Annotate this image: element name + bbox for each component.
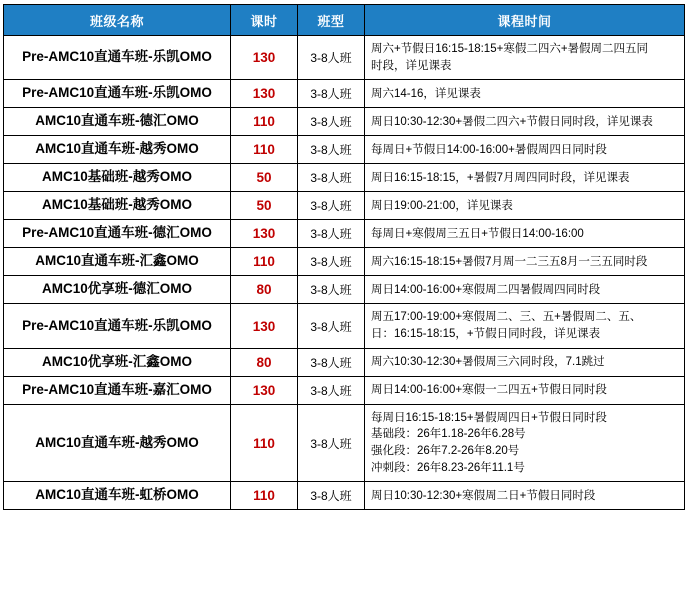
schedule-time-line: 周日10:30-12:30+暑假二四六+节假日同时段，详见课表	[371, 115, 653, 128]
cell-hours: 50	[231, 164, 298, 192]
table-row	[4, 164, 685, 192]
table-row	[4, 276, 685, 304]
cell-class-type: 3-8人班	[298, 404, 365, 482]
cell-class-type: 3-8人班	[298, 80, 365, 108]
cell-schedule-time	[365, 108, 685, 136]
cell-hours: 130	[231, 304, 298, 348]
table-row	[4, 482, 685, 510]
schedule-time-line: 时段，详见课表	[371, 59, 452, 72]
cell-hours: 110	[231, 482, 298, 510]
schedule-time-line: 强化段：26年7.2-26年8.20号	[371, 445, 520, 458]
cell-class-name: AMC10基础班-越秀OMO	[4, 164, 231, 192]
cell-class-type: 3-8人班	[298, 348, 365, 376]
schedule-time-line: 日：16:15-18:15，+节假日同时段，详见课表	[371, 328, 601, 341]
schedule-time-line: 周六16:15-18:15+暑假7月周一二三五8月一三五同时段	[371, 255, 648, 268]
schedule-time-line: 基础段：26年1.18-26年6.28号	[371, 428, 526, 441]
schedule-time-line: 周日19:00-21:00，详见课表	[371, 199, 513, 212]
schedule-time-line: 周日16:15-18:15，+暑假7月周四同时段，详见课表	[371, 171, 630, 184]
cell-hours: 110	[231, 248, 298, 276]
cell-schedule-time	[365, 404, 685, 482]
cell-class-name: AMC10直通车班-汇鑫OMO	[4, 248, 231, 276]
cell-schedule-time	[365, 192, 685, 220]
schedule-time-line: 周日10:30-12:30+寒假周二日+节假日同时段	[371, 489, 596, 502]
schedule-time-line: 每周日+寒假周三五日+节假日14:00-16:00	[371, 227, 584, 240]
schedule-time-line: 周五17:00-19:00+寒假周二、三、五+暑假周二、五、	[371, 311, 642, 324]
cell-class-name: AMC10直通车班-德汇OMO	[4, 108, 231, 136]
cell-class-name: Pre-AMC10直通车班-乐凯OMO	[4, 304, 231, 348]
cell-class-type: 3-8人班	[298, 108, 365, 136]
cell-class-name: Pre-AMC10直通车班-乐凯OMO	[4, 80, 231, 108]
cell-class-name: Pre-AMC10直通车班-嘉汇OMO	[4, 376, 231, 404]
cell-class-type: 3-8人班	[298, 376, 365, 404]
table-row	[4, 248, 685, 276]
cell-class-name: AMC10直通车班-越秀OMO	[4, 404, 231, 482]
table-row	[4, 348, 685, 376]
cell-class-type: 3-8人班	[298, 136, 365, 164]
cell-class-type: 3-8人班	[298, 482, 365, 510]
cell-class-name: AMC10基础班-越秀OMO	[4, 192, 231, 220]
table-row	[4, 404, 685, 482]
schedule-time-line: 周日14:00-16:00+寒假一二四五+节假日同时段	[371, 383, 607, 396]
table-body	[4, 36, 685, 510]
cell-hours: 130	[231, 220, 298, 248]
cell-hours: 50	[231, 192, 298, 220]
schedule-time-line: 每周日+节假日14:00-16:00+暑假周四日同时段	[371, 143, 607, 156]
class-schedule-table	[3, 4, 685, 510]
schedule-time-line: 周六10:30-12:30+暑假周三六同时段，7.1跳过	[371, 355, 605, 368]
cell-schedule-time	[365, 248, 685, 276]
schedule-time-line: 周日14:00-16:00+寒假周二四暑假周四同时段	[371, 283, 601, 296]
table-row	[4, 376, 685, 404]
cell-class-name: AMC10优享班-德汇OMO	[4, 276, 231, 304]
cell-hours: 110	[231, 404, 298, 482]
schedule-time-line: 周六14-16，详见课表	[371, 87, 481, 100]
schedule-time-line: 周六+节假日16:15-18:15+寒假二四六+暑假周二四五同	[371, 43, 649, 55]
cell-class-type: 3-8人班	[298, 304, 365, 348]
cell-schedule-time	[365, 220, 685, 248]
cell-schedule-time	[365, 482, 685, 510]
table-row	[4, 220, 685, 248]
cell-schedule-time	[365, 136, 685, 164]
cell-schedule-time	[365, 376, 685, 404]
cell-hours: 80	[231, 348, 298, 376]
cell-schedule-time	[365, 348, 685, 376]
cell-class-type: 3-8人班	[298, 164, 365, 192]
cell-class-type: 3-8人班	[298, 220, 365, 248]
cell-class-name: Pre-AMC10直通车班-德汇OMO	[4, 220, 231, 248]
cell-hours: 130	[231, 36, 298, 80]
cell-hours: 110	[231, 136, 298, 164]
cell-class-type: 3-8人班	[298, 192, 365, 220]
table-row	[4, 108, 685, 136]
column-header-schedule-time: 课程时间	[365, 5, 685, 36]
cell-class-name: Pre-AMC10直通车班-乐凯OMO	[4, 36, 231, 80]
cell-class-name: AMC10优享班-汇鑫OMO	[4, 348, 231, 376]
column-header-class-type: 班型	[298, 5, 365, 36]
cell-hours: 130	[231, 376, 298, 404]
cell-class-name: AMC10直通车班-虹桥OMO	[4, 482, 231, 510]
table-header-row	[4, 5, 685, 36]
cell-class-name: AMC10直通车班-越秀OMO	[4, 136, 231, 164]
cell-class-type: 3-8人班	[298, 276, 365, 304]
table-row	[4, 80, 685, 108]
cell-hours: 110	[231, 108, 298, 136]
table-header	[4, 5, 685, 36]
table-row	[4, 304, 685, 348]
cell-schedule-time	[365, 80, 685, 108]
schedule-time-line: 每周日16:15-18:15+暑假周四日+节假日同时段	[371, 411, 607, 424]
cell-schedule-time	[365, 276, 685, 304]
cell-class-type: 3-8人班	[298, 36, 365, 80]
cell-schedule-time	[365, 164, 685, 192]
cell-hours: 130	[231, 80, 298, 108]
cell-class-type: 3-8人班	[298, 248, 365, 276]
table-row	[4, 36, 685, 80]
cell-schedule-time	[365, 36, 685, 80]
column-header-hours: 课时	[231, 5, 298, 36]
cell-schedule-time	[365, 304, 685, 348]
table-row	[4, 192, 685, 220]
table-row	[4, 136, 685, 164]
column-header-class-name: 班级名称	[4, 5, 231, 36]
cell-hours: 80	[231, 276, 298, 304]
schedule-time-line: 冲刺段：26年8.23-26年11.1号	[371, 461, 525, 474]
